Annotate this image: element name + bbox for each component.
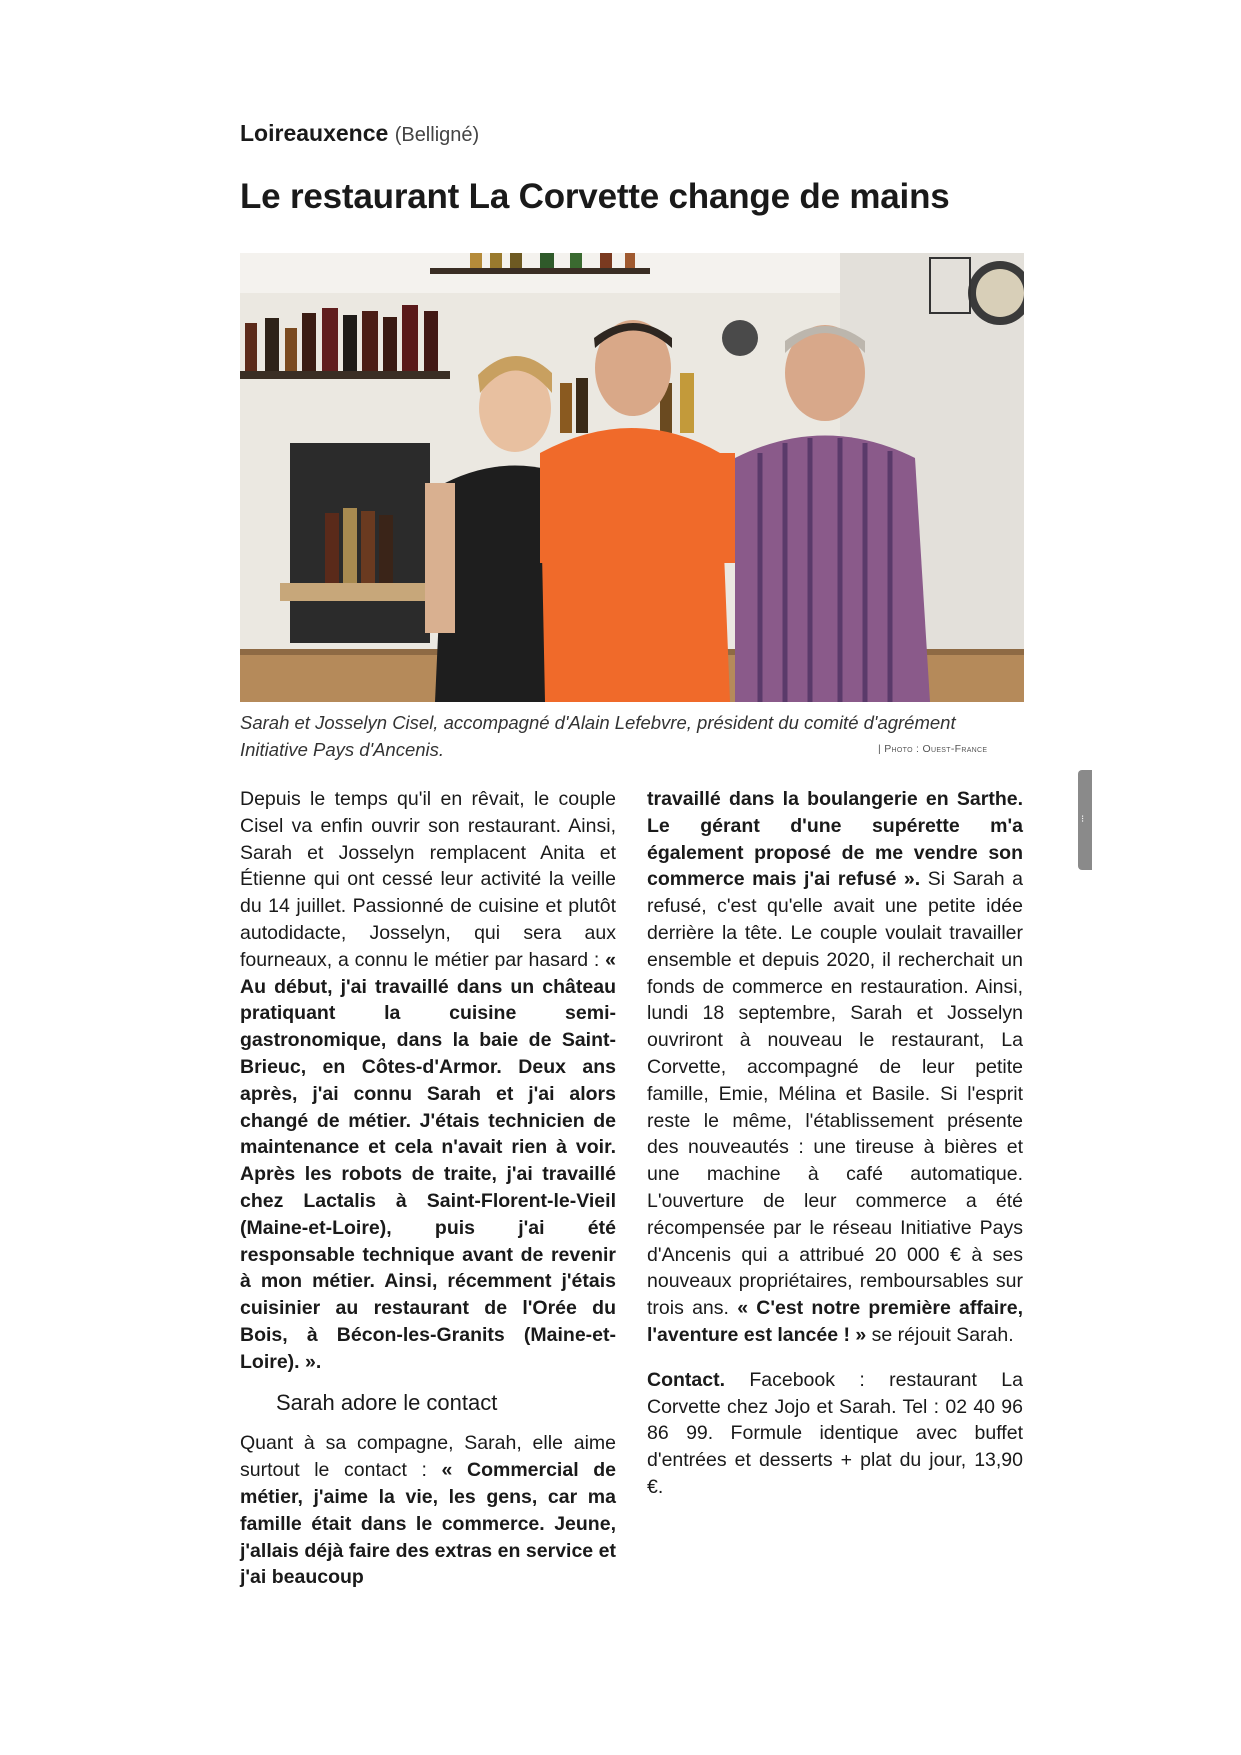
location-name: Loireauxence bbox=[240, 120, 389, 146]
photo-caption: Sarah et Josselyn Cisel, accompagné d'Alain Lefebvre, président du comité d'agrément Initiative Pays d'Ancenis. bbox=[240, 712, 956, 760]
photo-credit: | Photo : Ouest-France bbox=[878, 743, 988, 755]
article-photo bbox=[240, 253, 1024, 702]
article-subheading: Sarah adore le contact bbox=[276, 1389, 498, 1415]
article-column-1 bbox=[240, 786, 616, 1591]
article-kicker bbox=[240, 120, 479, 147]
paragraph-3-text: Si Sarah a refusé, c'est qu'elle avait une petite idée derrière la tête. Le couple voulait travailler ensemble et depuis 2020, il recherchait un fonds de commerce en restauration. Ainsi, lundi 18 septembre, Sarah et Josselyn ouvriront à nouveau le restaurant, La Corvette, accompagné de leur petite famille, Emie, Mélina et Basile. Si l'esprit reste le même, l'établissement présente des nouveautés : une tireuse à bières et une machine à café automatique. L'ouverture de leur commerce a été récompensée par le réseau Initiative Pays d'Ancenis qui a attribué 20 000 € à ses nouveaux propriétaires, remboursables sur trois ans. bbox=[647, 868, 1023, 1320]
paragraph-1-text: Depuis le temps qu'il en rêvait, le couple Cisel va enfin ouvrir son restaurant. Ainsi, Sarah et Josselyn remplacent Anita et Étienne qui ont cessé leur activité la veille du 14 juillet. Passionné de cuisine et plutôt autodidacte, Josselyn, qui sera aux fourneaux, a connu le métier par hasard : bbox=[240, 788, 616, 971]
article-column-2 bbox=[647, 786, 1023, 1501]
contact-label: Contact. bbox=[647, 1368, 725, 1391]
paragraph-2 bbox=[240, 1430, 616, 1591]
side-scroll-tab[interactable] bbox=[1078, 770, 1092, 870]
paragraph-2-text: Quant à sa compagne, Sarah, elle aime surtout le contact : bbox=[240, 1432, 616, 1482]
paragraph-3-quote-2: « C'est notre première affaire, l'aventure est lancée ! » bbox=[647, 1297, 1023, 1346]
contact-paragraph bbox=[647, 1367, 1023, 1501]
restaurant-photo-illustration bbox=[240, 253, 1024, 702]
paragraph-1 bbox=[240, 786, 616, 1376]
article-headline: Le restaurant La Corvette change de mains bbox=[240, 177, 950, 216]
paragraph-1-quote: « Au début, j'ai travaillé dans un château pratiquant la cuisine semi-gastronomique, dans la baie de Saint-Brieuc, en Côtes-d'Armor. Deux ans après, j'ai connu Sarah et j'ai alors changé de métier. J'étais technicien de maintenance et cela n'avait rien à voir. Après les robots de traite, j'ai travaillé chez Lactalis à Saint-Florent-le-Vieil (Maine-et-Loire), puis j'ai été responsable technique avant de revenir à mon métier. Ainsi, récemment j'étais cuisinier au restaurant de l'Orée du Bois, à Bécon-les-Granits (Maine-et-Loire). ». bbox=[240, 948, 616, 1373]
tab-grip-icon: ⁝ bbox=[1081, 814, 1085, 825]
paragraph-3-end: se réjouit Sarah. bbox=[866, 1323, 1014, 1346]
paragraph-3-quote: travaillé dans la boulangerie en Sarthe. Le gérant d'une supérette m'a également proposé de me vendre son commerce mais j'ai refusé ». bbox=[647, 788, 1023, 891]
paragraph-2-quote: « Commercial de métier, j'aime la vie, les gens, car ma famille était dans le commerce. Jeune, j'allais déjà faire des extras en service et j'ai beaucoup bbox=[240, 1459, 616, 1589]
sublocation-name: (Belligné) bbox=[394, 124, 480, 146]
paragraph-3 bbox=[647, 786, 1023, 1349]
contact-text: Facebook : restaurant La Corvette chez Jojo et Sarah. Tel : 02 40 96 86 99. Formule identique avec buffet d'entrées et desserts + plat du jour, 13,90 €. bbox=[647, 1368, 1023, 1498]
